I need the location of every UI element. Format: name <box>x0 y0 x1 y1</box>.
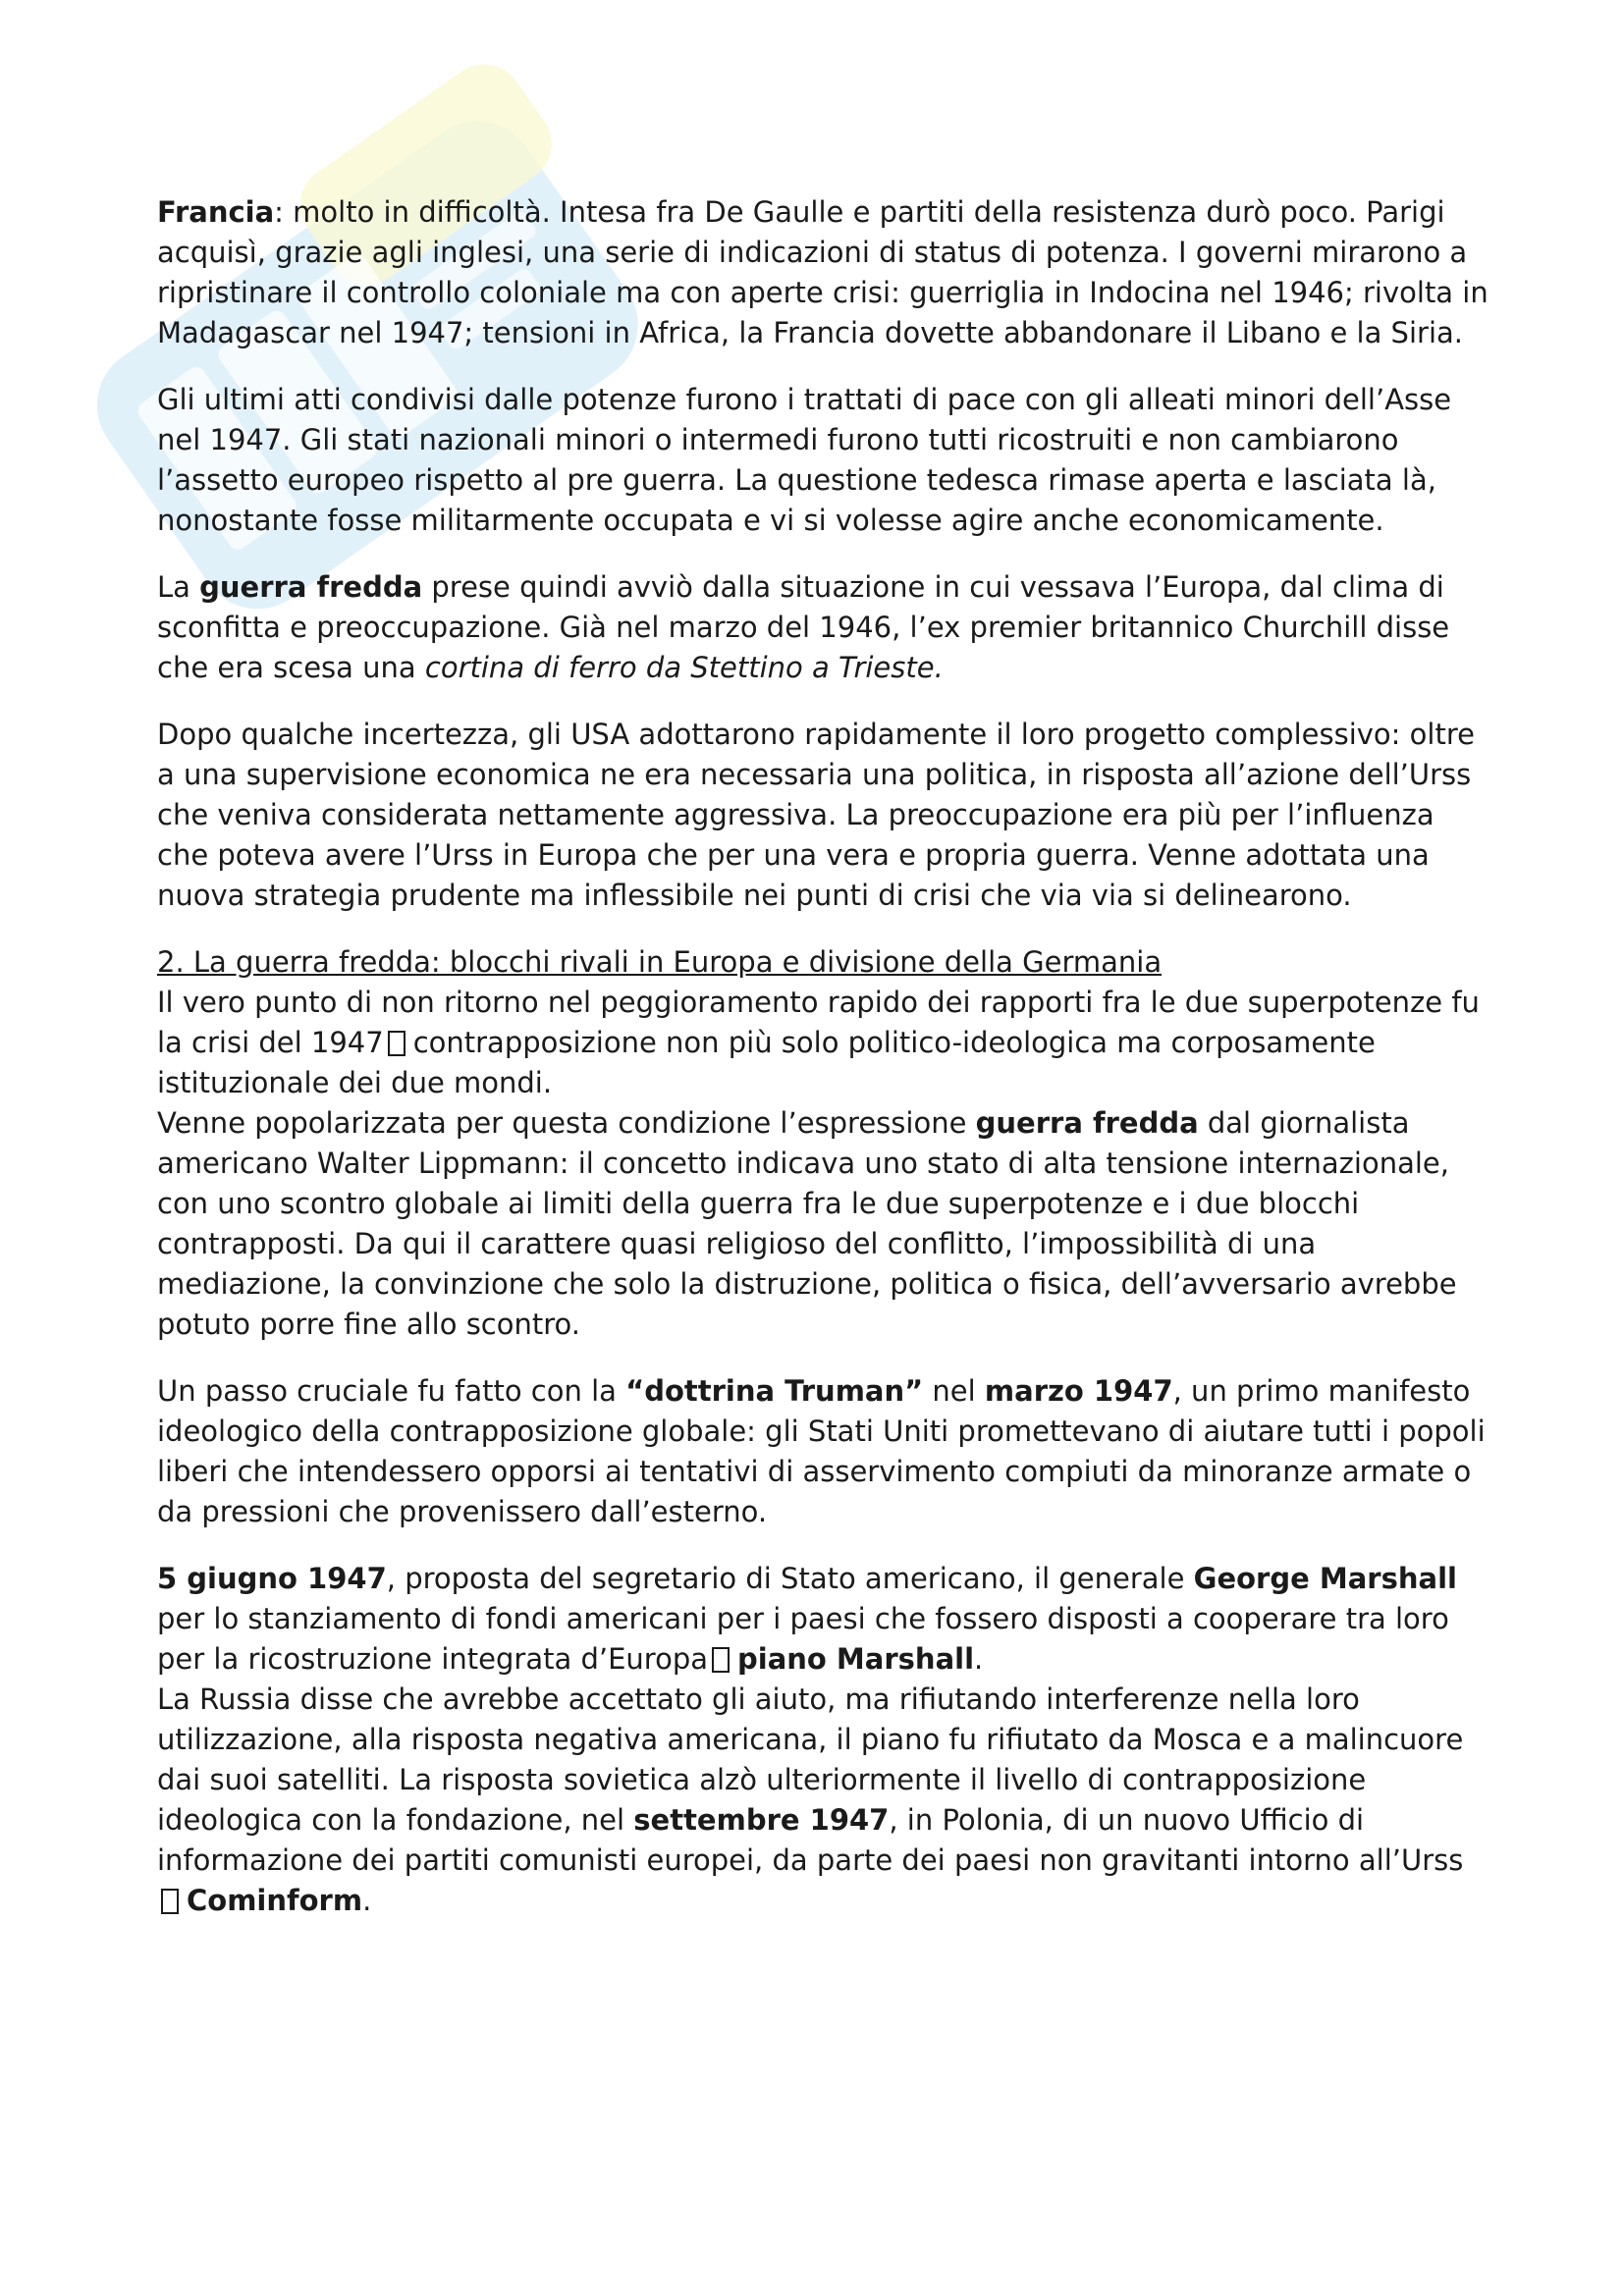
term-francia: Francia <box>157 195 275 229</box>
paragraph-usa-strategia: Dopo qualche incertezza, gli USA adottarono rapidamente il loro progetto complessivo: oltre a una supervisione economica ne era necessaria una politica, in risposta all’azione dell’Urss che veniva considerata nettamente aggressiva. La preoccupazione era più per l’influenza che poteva avere l’Urss in Europa che per una vera e propria guerra. Venne adottata una nuova strategia prudente ma inflessibile nei punti di crisi che via via si delinearono. <box>157 718 1475 912</box>
arrow-icon <box>388 1031 406 1056</box>
term-guerra-fredda: guerra fredda <box>199 570 423 604</box>
paragraph-piano-marshall: 5 giugno 1947, proposta del segretario di Stato americano, il generale George Marshall per lo stanziamento di fondi americani per i paesi che fossero disposti a cooperare tra loro per la ricostruzione integrata d’Europa piano Marshall. <box>157 1562 1457 1676</box>
paragraph-guerra-fredda-intro: La guerra fredda prese quindi avviò dalla situazione in cui vessava l’Europa, dal clima di sconfitta e preoccupazione. Già nel marzo del 1946, l’ex premier britannico Churchill disse che era scesa una cortina di ferro da Stettino a Trieste. <box>157 570 1450 684</box>
term-guerra-fredda-2: guerra fredda <box>975 1106 1199 1140</box>
paragraph-dottrina-truman: Un passo cruciale fu fatto con la “dottrina Truman” nel marzo 1947, un primo manifesto ideologico della contrapposizione globale: gli Stati Uniti promettevano di aiutare tutti i popoli liberi che intendessero opporsi ai tentativi di asservimento compiuti da minoranze armate o da pressioni che provenissero dall’esterno. <box>157 1374 1486 1528</box>
term-marzo-1947: marzo 1947 <box>984 1374 1173 1408</box>
paragraph-cominform: La Russia disse che avrebbe accettato gli aiuto, ma rifiutando interferenze nella loro utilizzazione, alla risposta negativa americana, il piano fu rifiutato da Mosca e a malincuore dai suoi satelliti. La risposta sovietica alzò ulteriormente il livello di contrapposizione ideologica con la fondazione, nel settembre 1947, in Polonia, di un nuovo Ufficio di informazione dei partiti comunisti europei, da parte dei paesi non gravitanti intorno all’UrssCominform. <box>157 1682 1464 1917</box>
arrow-icon <box>712 1647 730 1673</box>
term-dottrina-truman: “dottrina Truman” <box>625 1374 924 1408</box>
term-piano-marshall: piano Marshall <box>737 1642 975 1676</box>
term-5-giugno-1947: 5 giugno 1947 <box>157 1562 387 1595</box>
paragraph-crisi-1947: Il vero punto di non ritorno nel peggioramento rapido dei rapporti fra le due superpotenze fu la crisi del 1947 contrapposizione non più solo politico-ideologica ma corposamente istituzionale dei due mondi. <box>157 986 1480 1099</box>
section-heading: 2. La guerra fredda: blocchi rivali in Europa e divisione della Germania <box>157 945 1163 979</box>
paragraph-francia: Francia: molto in difficoltà. Intesa fra De Gaulle e partiti della resistenza durò poco. Parigi acquisì, grazie agli inglesi, una serie di indicazioni di status di potenza. I governi mirarono a ripristinare il controllo coloniale ma con aperte crisi: guerriglia in Indocina nel 1946; rivolta in Madagascar nel 1947; tensioni in Africa, la Francia dovette abbandonare il Libano e la Siria. <box>157 195 1488 349</box>
term-george-marshall: George Marshall <box>1193 1562 1457 1595</box>
document-page <box>157 192 1492 1948</box>
term-cominform: Cominform <box>187 1884 363 1917</box>
arrow-icon <box>161 1889 179 1914</box>
paragraph-trattati-pace: Gli ultimi atti condivisi dalle potenze furono i trattati di pace con gli alleati minori dell’Asse nel 1947. Gli stati nazionali minori o intermedi furono tutti ricostruiti e non cambiarono l’assetto europeo rispetto al pre guerra. La questione tedesca rimase aperta e lasciata là, nonostante fosse militarmente occupata e vi si volesse agire anche economicamente. <box>157 383 1452 537</box>
paragraph-lippmann: Venne popolarizzata per questa condizione l’espressione guerra fredda dal giornalista americano Walter Lippmann: il concetto indicava uno stato di alta tensione internazionale, con uno scontro globale ai limiti della guerra fra le due superpotenze e i due blocchi contrapposti. Da qui il carattere quasi religioso del conflitto, l’impossibilità di una mediazione, la convinzione che solo la distruzione, politica o fisica, dell’avversario avrebbe potuto porre fine allo scontro. <box>157 1106 1457 1341</box>
quote-cortina-di-ferro: cortina di ferro da Stettino a Trieste. <box>424 651 944 684</box>
term-settembre-1947: settembre 1947 <box>633 1803 890 1837</box>
